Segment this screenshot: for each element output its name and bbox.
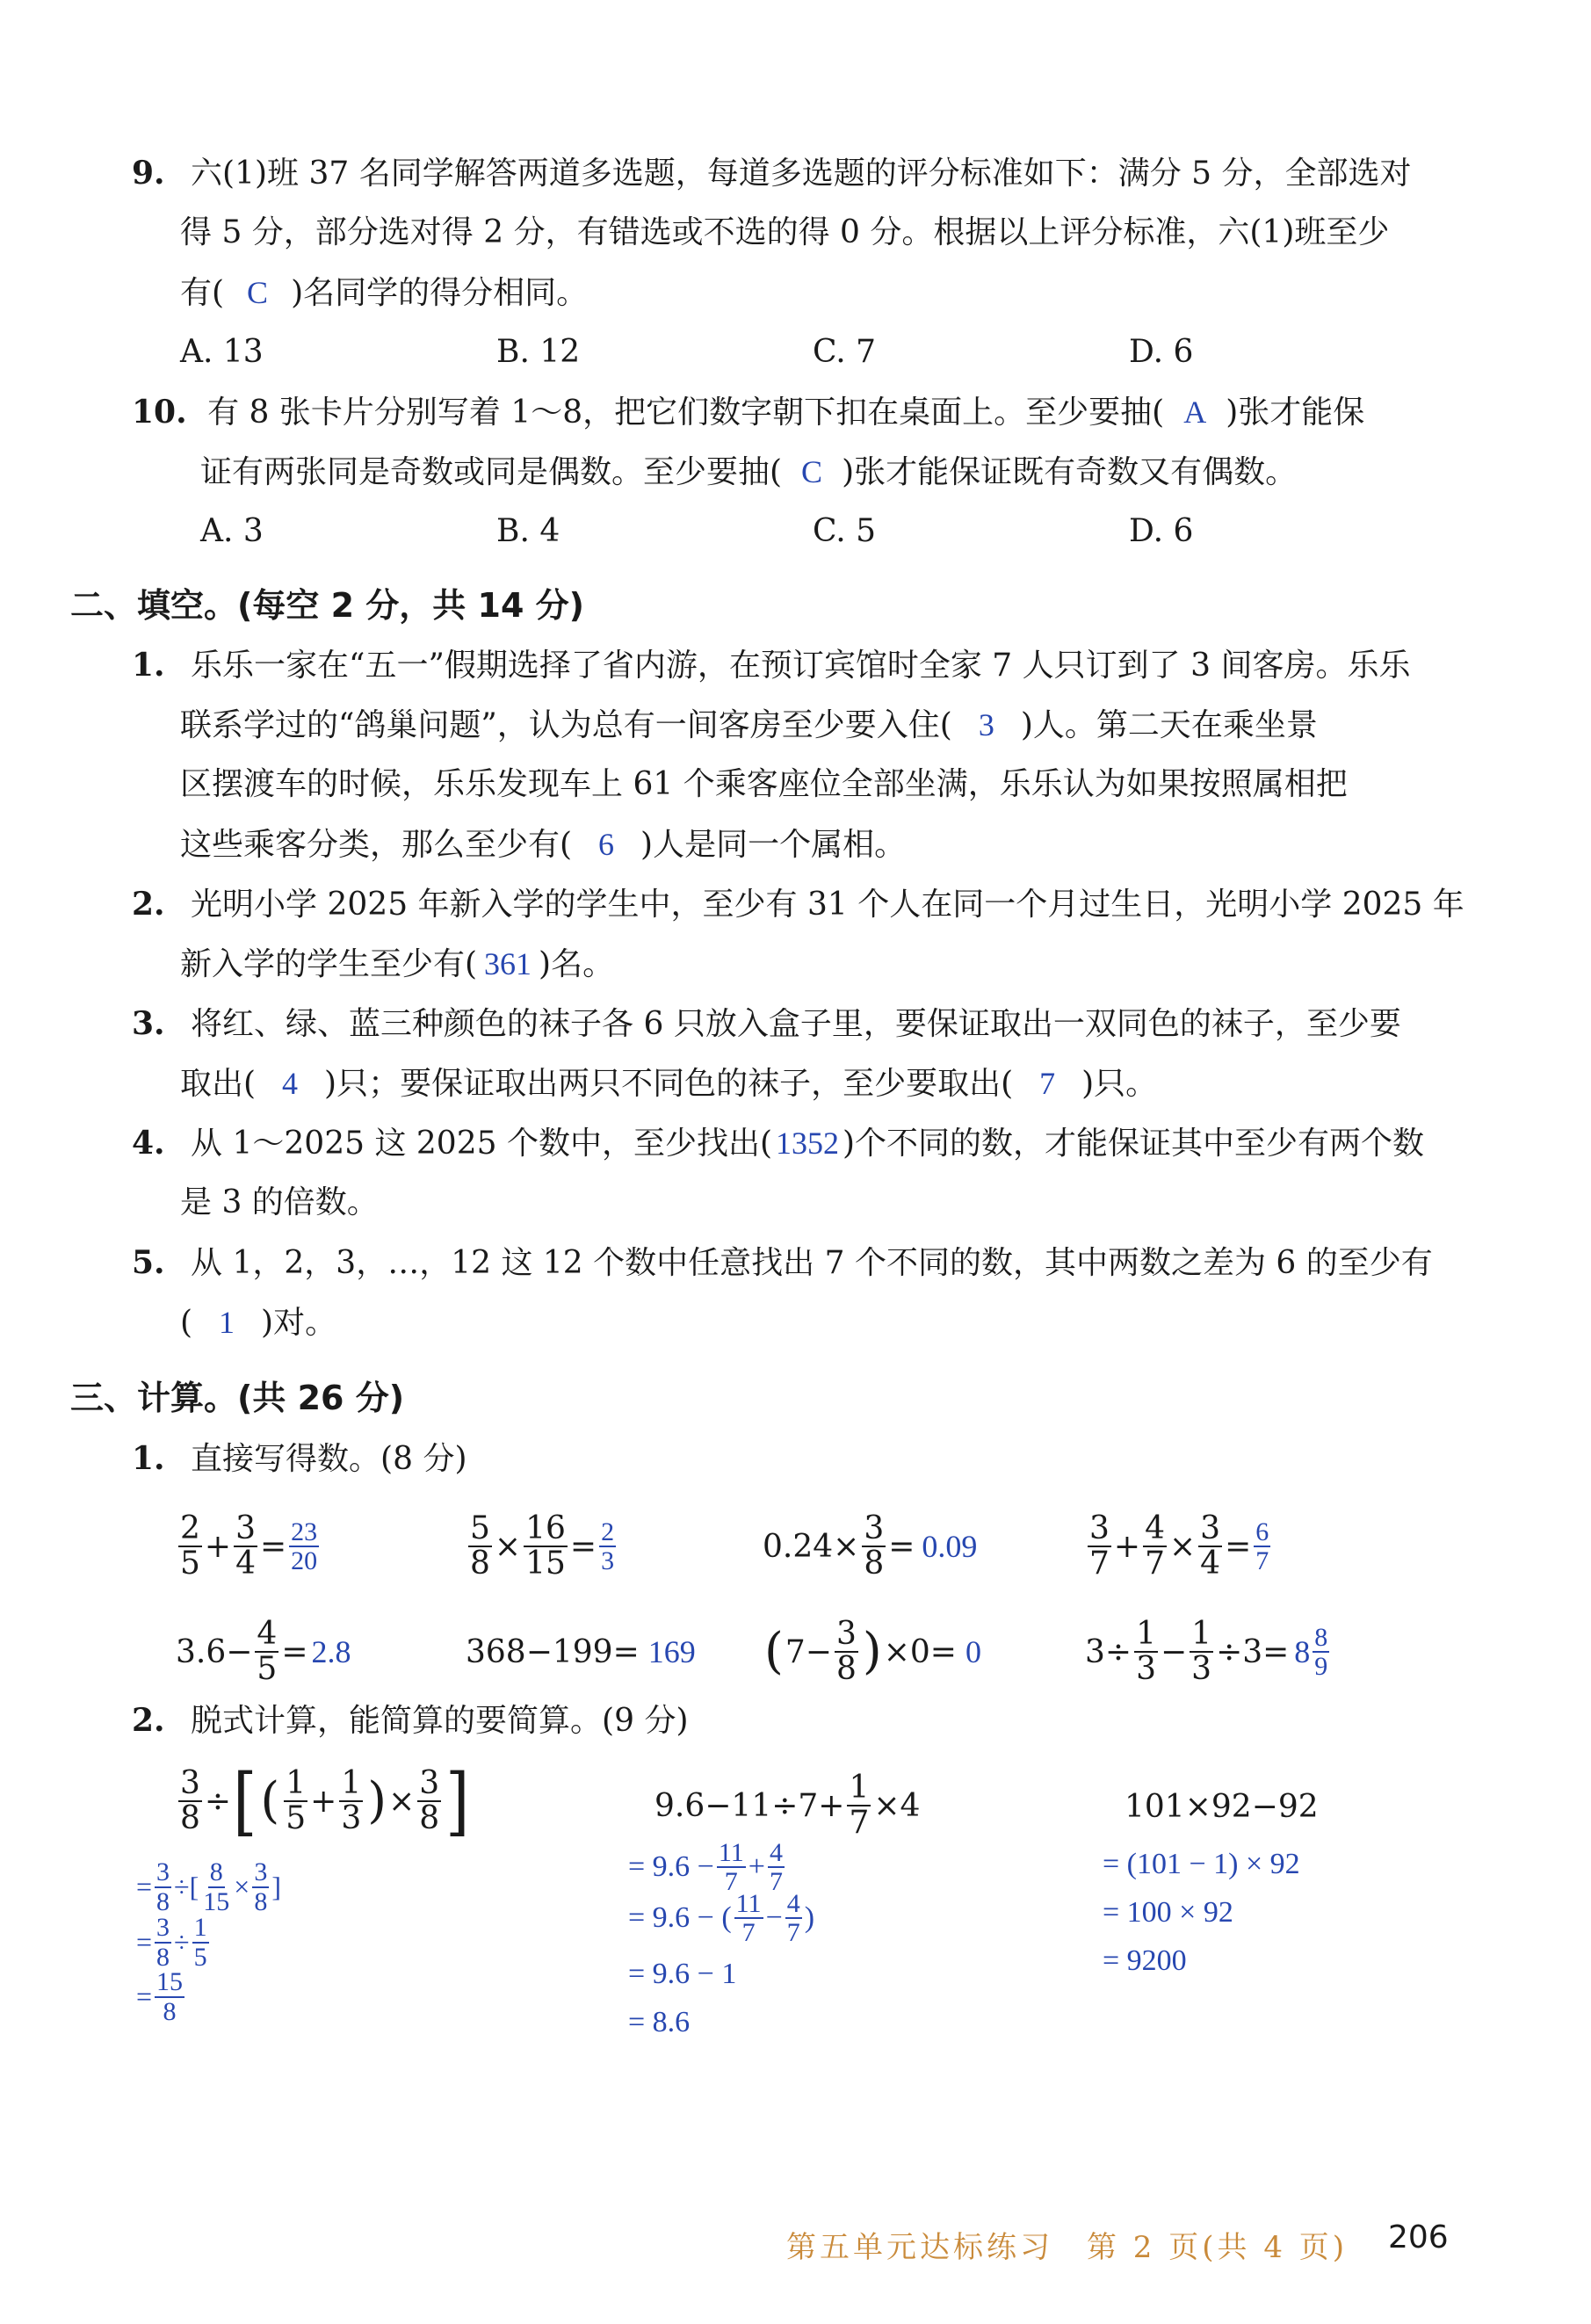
- equals: =: [136, 1926, 153, 1958]
- q10-option-d: D. 6: [1129, 513, 1194, 549]
- expression: = 9.6 − (: [628, 1901, 732, 1934]
- equals: =: [1225, 1528, 1252, 1565]
- expression-tail: ÷3=: [1216, 1633, 1290, 1670]
- equals: =: [136, 1871, 153, 1902]
- q9-post: )名同学的得分相同。: [291, 275, 589, 311]
- answer: 169: [647, 1634, 696, 1669]
- whole-part: 0.24×: [763, 1528, 860, 1565]
- denominator: 8: [254, 1886, 268, 1916]
- numerator: 3: [864, 1510, 885, 1547]
- operator: +: [310, 1783, 337, 1820]
- q9-answer: C: [247, 275, 269, 310]
- numerator: 8: [209, 1857, 223, 1886]
- q9-option-c: C. 7: [813, 334, 877, 370]
- denominator: 4: [1200, 1546, 1221, 1582]
- equals: =: [136, 1980, 153, 2012]
- f1-text1: 乐乐一家在“五一”假期选择了省内游，在预订宾馆时全家 7 人只订到了 3 间客房。乐乐: [191, 648, 1411, 684]
- c2-p2-step4: = 8.6: [628, 2006, 691, 2038]
- q10-text1a: 有 8 张卡片分别写着 1～8，把它们数字朝下扣在桌面上。至少要抽(: [207, 395, 1165, 431]
- denominator: 7: [724, 1867, 738, 1896]
- denominator: 3: [1191, 1651, 1212, 1687]
- q9-pre: 有(: [180, 275, 225, 311]
- expression: 368−199=: [466, 1633, 640, 1670]
- answer-numerator: 2: [601, 1517, 615, 1546]
- f3-line2: [180, 1064, 1157, 1104]
- denominator: 8: [156, 1886, 170, 1916]
- operator: ×: [494, 1528, 522, 1565]
- f2-text2a: 新入学的学生至少有(: [180, 946, 478, 982]
- denominator: 7: [849, 1805, 870, 1841]
- c1-title-line: [132, 1439, 467, 1479]
- c2-p1-step3: [136, 1968, 187, 2025]
- numerator: 4: [769, 1837, 783, 1867]
- answer-whole: 8: [1294, 1634, 1311, 1669]
- whole-part: 3.6−: [176, 1633, 253, 1670]
- denominator: 7: [769, 1867, 783, 1896]
- f1-number: 1.: [132, 647, 165, 684]
- f2-line1: [132, 885, 1464, 924]
- f5-number: 5.: [132, 1244, 165, 1281]
- numerator: 1: [849, 1770, 870, 1806]
- answer: 2.8: [311, 1634, 351, 1669]
- equals: =: [569, 1528, 597, 1565]
- operator: ×: [234, 1871, 250, 1902]
- right-bracket: ]: [271, 1871, 281, 1902]
- q9-text1: 六(1)班 37 名同学解答两道多选题，每道多选题的评分标准如下：满分 5 分，全部选对: [191, 156, 1412, 192]
- c2-p3-step2: = 100 × 92: [1103, 1896, 1233, 1929]
- c2-title-line: [132, 1701, 689, 1741]
- left-bracket: [: [189, 1871, 199, 1902]
- f1-text2b: )人。第二天在乘坐景: [1020, 707, 1318, 743]
- q9-line1: [132, 154, 1412, 193]
- f5-post: )对。: [261, 1305, 337, 1341]
- section-calc-title: 三、计算。(共 26 分): [70, 1379, 405, 1417]
- answer-denominator: 7: [1255, 1546, 1269, 1575]
- equals: =: [888, 1528, 915, 1565]
- numerator: 11: [735, 1888, 762, 1918]
- right-bracket: ]: [445, 1757, 470, 1845]
- c2-number: 2.: [132, 1702, 165, 1739]
- numerator: 1: [1191, 1616, 1212, 1653]
- operator: +: [1113, 1528, 1141, 1565]
- q10-option-a: A. 3: [200, 513, 264, 549]
- f1-line3: 区摆渡车的时候，乐乐发现车上 61 个乘客座位全部坐满，乐乐认为如果按照属相把: [180, 766, 1348, 802]
- answer-numerator: 8: [1314, 1622, 1328, 1652]
- f5-line2: [180, 1303, 336, 1343]
- f5-text1: 从 1，2，3，…，12 这 12 个数中任意找出 7 个不同的数，其中两数之差为 6 的至少有: [191, 1245, 1433, 1281]
- answer: 0: [965, 1634, 981, 1669]
- c1-title: 直接写得数。(8 分): [191, 1441, 467, 1477]
- denominator: 7: [741, 1918, 756, 1947]
- section-fill-blank-title: 二、填空。(每空 2 分，共 14 分): [70, 586, 584, 625]
- f1-text4b: )人是同一个属相。: [640, 827, 907, 863]
- denominator: 4: [235, 1546, 256, 1582]
- f3-text2a: 取出(: [180, 1066, 257, 1102]
- expression-tail: ×0=: [883, 1633, 957, 1670]
- q9-number: 9.: [132, 155, 165, 192]
- denominator: 8: [470, 1546, 490, 1582]
- operator: ×: [388, 1783, 416, 1820]
- answer-denominator: 3: [601, 1546, 615, 1575]
- c1-number: 1.: [132, 1440, 165, 1477]
- numerator: 11: [718, 1837, 744, 1867]
- c1-r2-d: [1085, 1608, 1332, 1696]
- numerator: 15: [156, 1967, 184, 1996]
- q9-line2: 得 5 分，部分选对得 2 分，有错选或不选的得 0 分。根据以上评分标准，六(1)班至少: [180, 214, 1390, 250]
- f3-answer2: 7: [1039, 1066, 1056, 1101]
- c1-r1-a: [176, 1502, 322, 1590]
- operator: ×: [1168, 1528, 1197, 1565]
- c1-r1-d: [1085, 1502, 1273, 1590]
- c2-p1-step1: [136, 1858, 281, 1915]
- f2-text2b: )名。: [539, 946, 615, 982]
- c1-r2-b: [466, 1608, 696, 1696]
- answer-denominator: 20: [291, 1546, 318, 1575]
- numerator: 3: [156, 1857, 170, 1886]
- numerator: 3: [235, 1510, 256, 1547]
- operator: ÷: [204, 1783, 232, 1820]
- c2-p3-step3: = 9200: [1103, 1944, 1187, 1977]
- left-paren: (: [764, 1623, 784, 1680]
- f1-line2: [180, 706, 1318, 745]
- f1-answer2: 6: [598, 827, 615, 862]
- numerator: 4: [1145, 1510, 1165, 1547]
- f1-text4a: 这些乘客分类，那么至少有(: [180, 827, 573, 863]
- c2-p3-question: 101×92−92: [1125, 1789, 1319, 1825]
- c2-p2-step2: [628, 1887, 814, 1949]
- numerator: 1: [286, 1765, 307, 1802]
- c2-p1-question: [176, 1757, 471, 1845]
- c2-p2-step3: = 9.6 − 1: [628, 1958, 737, 1990]
- equals: =: [281, 1633, 308, 1670]
- operator: −: [1160, 1633, 1188, 1670]
- denominator: 15: [525, 1546, 566, 1582]
- q10-option-b: B. 4: [496, 513, 560, 549]
- numerator: 3: [156, 1913, 170, 1942]
- right-paren: ): [862, 1623, 882, 1680]
- f4-text1a: 从 1～2025 这 2025 个数中，至少找出(: [191, 1126, 773, 1162]
- numerator: 3: [1200, 1510, 1221, 1547]
- numerator: 3: [1089, 1510, 1110, 1547]
- left-bracket: [: [233, 1757, 257, 1845]
- answer: 0.09: [922, 1529, 978, 1564]
- q9-option-b: B. 12: [496, 334, 581, 370]
- numerator: 16: [525, 1510, 566, 1547]
- operator: +: [748, 1850, 765, 1883]
- f4-number: 4.: [132, 1125, 165, 1162]
- q10-text2b: )张才能保证既有奇数又有偶数。: [842, 454, 1298, 490]
- numerator: 4: [257, 1616, 278, 1653]
- f1-line4: [180, 825, 906, 865]
- numerator: 3: [419, 1765, 440, 1802]
- q10-answer2: C: [801, 454, 823, 489]
- operator: −: [765, 1901, 783, 1934]
- q10-option-c: C. 5: [813, 513, 877, 549]
- c1-r1-c: [763, 1502, 977, 1590]
- denominator: 8: [419, 1800, 440, 1836]
- numerator: 3: [835, 1616, 857, 1653]
- f2-line2: [180, 945, 614, 984]
- denominator: 8: [156, 1942, 170, 1972]
- denominator: 15: [203, 1886, 230, 1916]
- numerator: 3: [254, 1857, 268, 1886]
- denominator: 7: [786, 1918, 800, 1947]
- whole-part: 7−: [785, 1633, 832, 1670]
- f2-text1: 光明小学 2025 年新入学的学生中，至少有 31 个人在同一个月过生日，光明小学 2025 年: [191, 887, 1464, 923]
- c1-r1-b: [466, 1502, 618, 1590]
- f5-line1: [132, 1243, 1433, 1283]
- f3-answer1: 4: [282, 1066, 299, 1101]
- numerator: 5: [470, 1510, 490, 1547]
- q10-answer1: A: [1183, 395, 1207, 430]
- operator: +: [204, 1528, 232, 1565]
- numerator: 2: [180, 1510, 200, 1547]
- denominator: 7: [1089, 1546, 1110, 1582]
- f4-line1: [132, 1124, 1424, 1163]
- f5-pre: (: [180, 1305, 193, 1341]
- answer-denominator: 9: [1314, 1652, 1328, 1681]
- q10-number: 10.: [132, 394, 187, 431]
- expression-tail: ×4: [873, 1787, 921, 1824]
- f3-text1: 将红、绿、蓝三种颜色的袜子各 6 只放入盒子里，要保证取出一双同色的袜子，至少要: [191, 1006, 1401, 1042]
- denominator: 5: [286, 1800, 307, 1836]
- f3-text2b: )只；要保证取出两只不同色的袜子，至少要取出(: [324, 1066, 1014, 1102]
- f2-answer: 361: [484, 946, 532, 981]
- answer-numerator: 6: [1255, 1517, 1269, 1546]
- equals: =: [259, 1528, 287, 1565]
- footer-caption: 第五单元达标练习 第 2 页(共 4 页): [786, 2230, 1349, 2265]
- f4-text1b: )个不同的数，才能保证其中至少有两个数: [843, 1126, 1425, 1162]
- denominator: 8: [180, 1800, 200, 1836]
- right-paren: ): [804, 1901, 815, 1934]
- q10-line1: [132, 393, 1364, 432]
- f4-answer: 1352: [776, 1126, 840, 1161]
- numerator: 1: [193, 1913, 207, 1942]
- f5-answer: 1: [219, 1305, 235, 1340]
- f1-answer1: 3: [978, 707, 994, 742]
- f1-line1: [132, 646, 1410, 685]
- denominator: 7: [1145, 1546, 1165, 1582]
- q9-option-d: D. 6: [1129, 334, 1194, 370]
- q9-option-a: A. 13: [180, 334, 264, 370]
- expression: = 9.6 −: [628, 1850, 714, 1883]
- f4-line2: 是 3 的倍数。: [180, 1184, 379, 1220]
- page-number: 206: [1388, 2219, 1449, 2255]
- f1-text2a: 联系学过的“鸽巢问题”，认为总有一间客房至少要入住(: [180, 707, 952, 743]
- c2-p2-question: [654, 1766, 920, 1845]
- c1-r2-c: [763, 1608, 981, 1696]
- c1-r2-a: [176, 1608, 351, 1696]
- denominator: 8: [163, 1996, 177, 2026]
- denominator: 5: [257, 1651, 278, 1687]
- answer-numerator: 23: [291, 1517, 318, 1546]
- numerator: 4: [786, 1888, 800, 1918]
- expression: 9.6−11÷7+: [654, 1787, 845, 1824]
- operator: ÷: [174, 1926, 190, 1958]
- f3-line1: [132, 1004, 1401, 1044]
- q9-line3: [180, 273, 588, 313]
- c2-p3-step1: = (101 − 1) × 92: [1103, 1848, 1300, 1880]
- q10-line2: [200, 452, 1297, 492]
- q10-text1b: )张才能保: [1226, 395, 1365, 431]
- denominator: 5: [193, 1942, 207, 1972]
- denominator: 5: [180, 1546, 200, 1582]
- c2-title: 脱式计算，能简算的要简算。(9 分): [191, 1703, 689, 1739]
- f3-text2c: )只。: [1081, 1066, 1158, 1102]
- numerator: 3: [180, 1765, 200, 1802]
- f3-number: 3.: [132, 1005, 165, 1042]
- q10-text2a: 证有两张同是奇数或同是偶数。至少要抽(: [200, 454, 783, 490]
- f2-number: 2.: [132, 886, 165, 923]
- numerator: 1: [1136, 1616, 1156, 1653]
- c2-p1-step2: [136, 1914, 212, 1971]
- denominator: 8: [835, 1651, 857, 1687]
- right-paren: ): [367, 1772, 387, 1829]
- left-paren: (: [260, 1772, 280, 1829]
- numerator: 1: [341, 1765, 362, 1802]
- denominator: 8: [864, 1546, 885, 1582]
- whole-part: 3÷: [1085, 1633, 1132, 1670]
- denominator: 3: [341, 1800, 362, 1836]
- denominator: 3: [1136, 1651, 1156, 1687]
- operator: ÷: [174, 1871, 190, 1902]
